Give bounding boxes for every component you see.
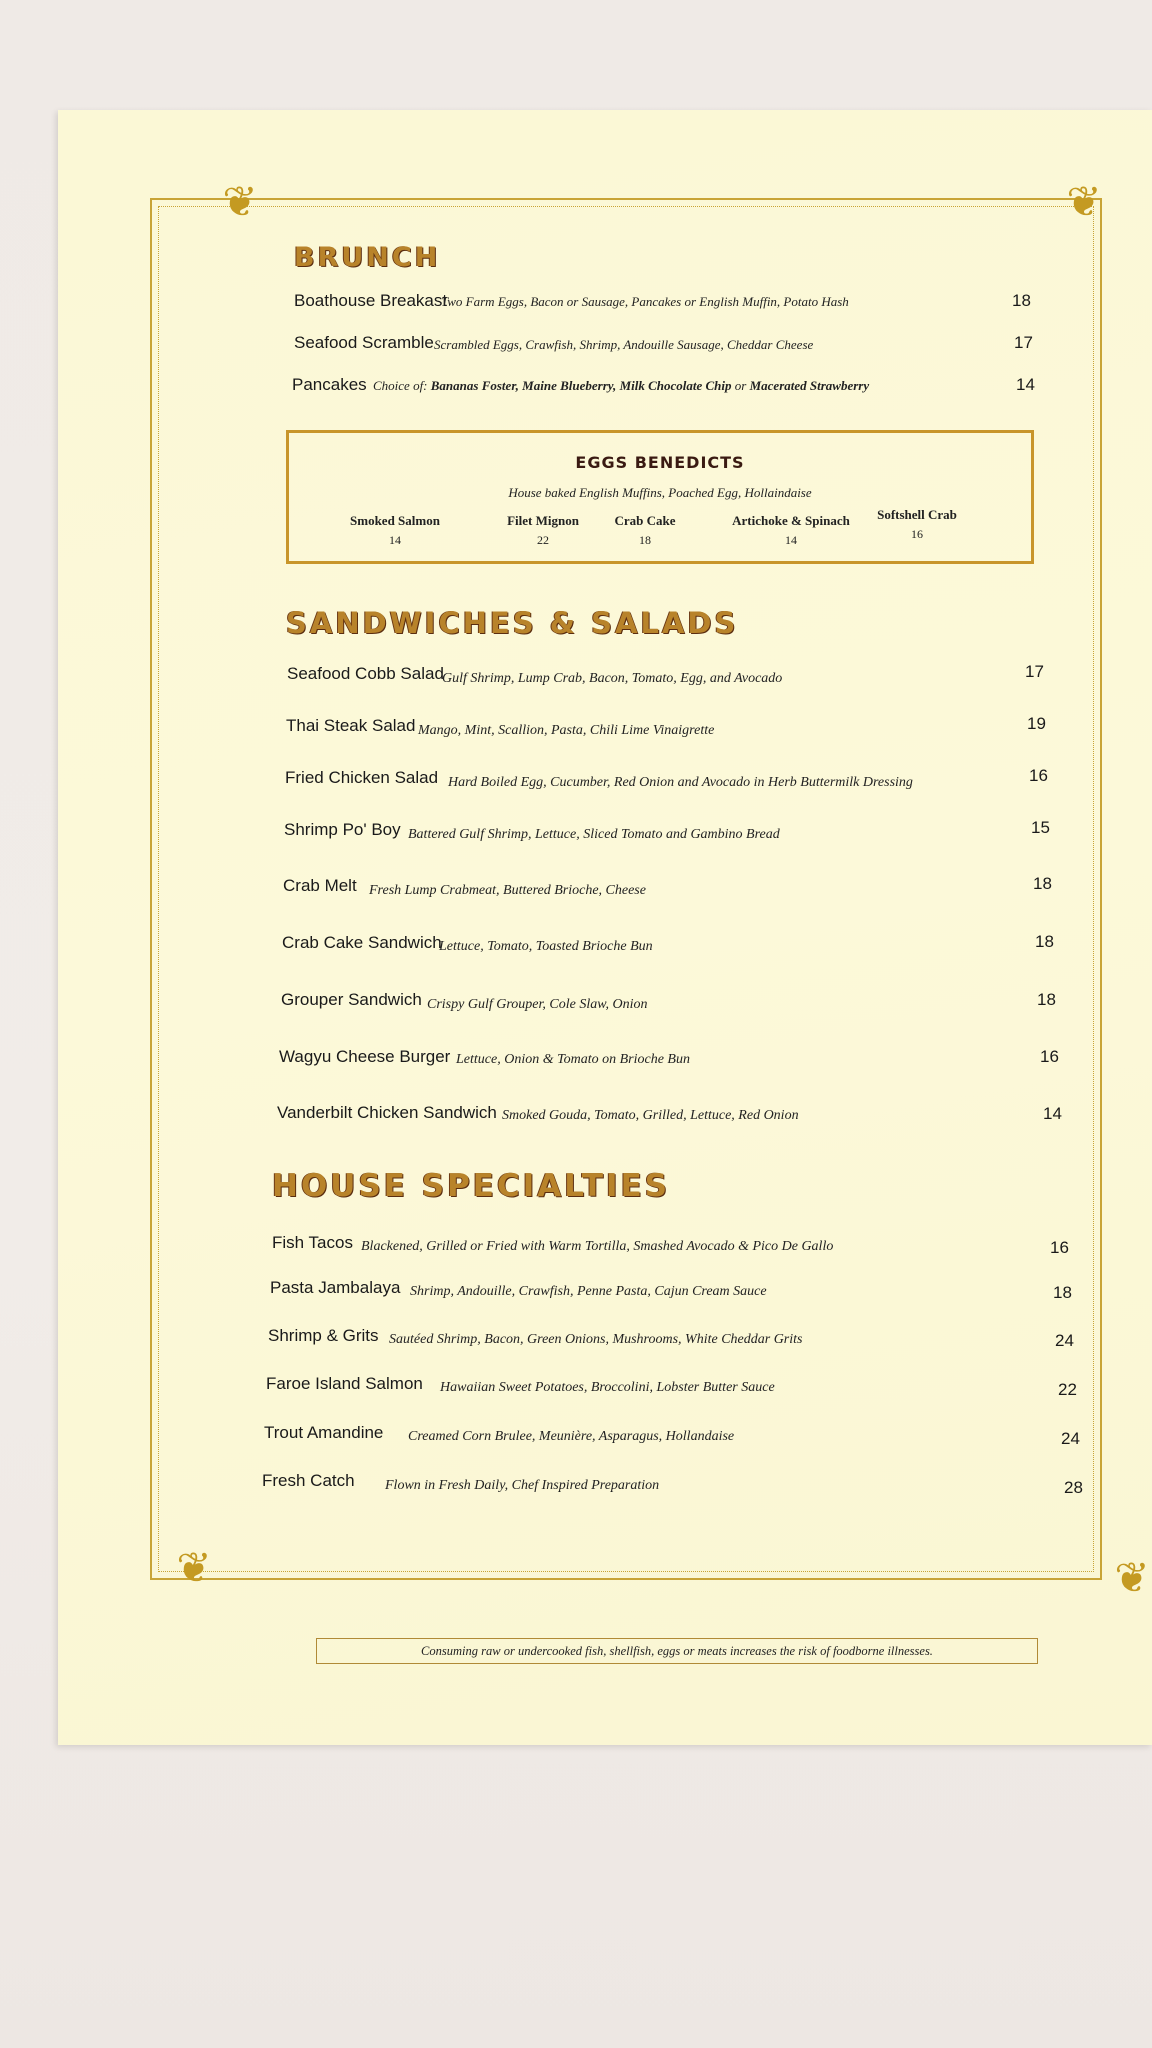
menu-item-price: 24 — [1055, 1331, 1074, 1350]
benedict-option-price: 14 — [389, 533, 401, 547]
menu-item-name: Fish Tacos — [272, 1233, 353, 1252]
menu-item-name: Fresh Catch — [262, 1471, 355, 1490]
menu-item-name: Vanderbilt Chicken Sandwich — [277, 1103, 497, 1122]
menu-item-name: Crab Melt — [283, 876, 357, 895]
benedict-option-price: 18 — [639, 533, 651, 547]
benedict-option-name: Crab Cake — [614, 513, 676, 528]
menu-item-price: 18 — [1037, 990, 1056, 1009]
menu-item-price: 18 — [1053, 1283, 1072, 1302]
pancake-option: Milk Chocolate Chip — [619, 378, 732, 393]
menu-item-name: Boathouse Breakast — [294, 291, 448, 310]
house-specialties-heading: HOUSE SPECIALTIES — [272, 1168, 671, 1204]
benedict-option-price: 16 — [911, 527, 923, 541]
menu-item-name: Thai Steak Salad — [286, 716, 416, 735]
menu-item-description: Lettuce, Onion & Tomato on Brioche Bun — [456, 1052, 690, 1067]
eggs-benedicts-heading: EGGS BENEDICTS — [575, 453, 745, 472]
menu-item-description: Mango, Mint, Scallion, Pasta, Chili Lime Vinaigrette — [418, 723, 715, 738]
ornament-top-left-icon: ❦ — [222, 177, 258, 226]
menu-item-price: 16 — [1040, 1047, 1059, 1066]
menu-item-price: 19 — [1027, 714, 1046, 733]
menu-item-name: Trout Amandine — [264, 1423, 384, 1442]
brunch-heading: BRUNCH — [294, 242, 441, 273]
benedict-option — [847, 507, 987, 542]
menu-item-name: Grouper Sandwich — [281, 990, 422, 1009]
pancake-option: Bananas Foster, — [430, 378, 519, 393]
menu-item-name: Pasta Jambalaya — [270, 1278, 401, 1297]
menu-item-description — [373, 378, 869, 394]
pancake-choice-prefix: Choice of: — [373, 378, 428, 393]
menu-item-description: Smoked Gouda, Tomato, Grilled, Lettuce, Red Onion — [502, 1108, 799, 1123]
benedict-option-name: Filet Mignon — [507, 513, 579, 528]
menu-item-description: Lettuce, Tomato, Toasted Brioche Bun — [439, 939, 653, 954]
menu-item-name: Faroe Island Salmon — [266, 1374, 423, 1393]
pancake-option: Macerated Strawberry — [749, 378, 870, 393]
ornament-bottom-left-icon: ❦ — [176, 1543, 212, 1592]
menu-item-description: Two Farm Eggs, Bacon or Sausage, Pancakes or English Muffin, Potato Hash — [441, 294, 849, 309]
sandwiches-salads-heading: SANDWICHES & SALADS — [286, 606, 739, 640]
benedict-option-name: Artichoke & Spinach — [732, 513, 850, 528]
benedict-option — [575, 513, 715, 548]
menu-item-name: Pancakes — [292, 375, 367, 394]
menu-item-price: 28 — [1064, 1478, 1083, 1497]
benedict-option — [325, 513, 465, 548]
menu-item-name: Shrimp & Grits — [268, 1326, 379, 1345]
menu-item-price: 18 — [1012, 291, 1031, 310]
menu-item-description: Hard Boiled Egg, Cucumber, Red Onion and Avocado in Herb Buttermilk Dressing — [448, 775, 913, 790]
ornament-bottom-right-icon: ❦ — [1114, 1553, 1150, 1602]
menu-item-price: 15 — [1031, 818, 1050, 837]
menu-item-description: Sautéed Shrimp, Bacon, Green Onions, Mushrooms, White Cheddar Grits — [389, 1332, 803, 1347]
menu-item-description: Battered Gulf Shrimp, Lettuce, Sliced Tomato and Gambino Bread — [408, 827, 780, 842]
menu-item-description: Scrambled Eggs, Crawfish, Shrimp, Andouille Sausage, Cheddar Cheese — [434, 337, 814, 352]
menu-item-price: 18 — [1033, 874, 1052, 893]
menu-item-description: Fresh Lump Crabmeat, Buttered Brioche, Cheese — [369, 883, 646, 898]
benedict-option-price: 22 — [537, 533, 549, 547]
menu-item-price: 24 — [1061, 1429, 1080, 1448]
menu-item-name: Wagyu Cheese Burger — [279, 1047, 451, 1066]
menu-item-description: Crispy Gulf Grouper, Cole Slaw, Onion — [427, 997, 648, 1012]
menu-item-description: Hawaiian Sweet Potatoes, Broccolini, Lobster Butter Sauce — [440, 1380, 775, 1395]
menu-item-description: Shrimp, Andouille, Crawfish, Penne Pasta, Cajun Cream Sauce — [410, 1284, 767, 1299]
menu-item-price: 14 — [1043, 1104, 1062, 1123]
pancake-or: or — [734, 378, 747, 393]
benedict-option-name: Smoked Salmon — [350, 513, 440, 528]
menu-item-name: Seafood Scramble — [294, 333, 434, 352]
menu-item-price: 18 — [1035, 932, 1054, 951]
menu-item-price: 16 — [1029, 766, 1048, 785]
pancake-option: Maine Blueberry, — [522, 378, 617, 393]
menu-item-description: Blackened, Grilled or Fried with Warm Tortilla, Smashed Avocado & Pico De Gallo — [361, 1239, 834, 1254]
benedict-option-price: 14 — [785, 533, 797, 547]
eggs-benedicts-box — [286, 430, 1034, 564]
menu-item-price: 17 — [1025, 662, 1044, 681]
menu-item-name: Fried Chicken Salad — [285, 768, 439, 787]
menu-item-price: 17 — [1014, 333, 1033, 352]
benedict-option-name: Softshell Crab — [877, 507, 957, 522]
food-safety-notice: Consuming raw or undercooked fish, shellfish, eggs or meats increases the risk of foodborne illnesses. — [316, 1638, 1038, 1664]
menu-item-price: 22 — [1058, 1380, 1077, 1399]
eggs-benedicts-subtitle: House baked English Muffins, Poached Egg, Hollaindaise — [508, 485, 812, 500]
ornament-top-right-icon: ❦ — [1066, 177, 1102, 226]
menu-item-name: Shrimp Po' Boy — [284, 820, 401, 839]
menu-item-price: 16 — [1050, 1238, 1069, 1257]
menu-item-description: Creamed Corn Brulee, Meunière, Asparagus, Hollandaise — [408, 1429, 735, 1444]
menu-item-name: Seafood Cobb Salad — [287, 664, 444, 683]
menu-item-description: Gulf Shrimp, Lump Crab, Bacon, Tomato, Egg, and Avocado — [442, 671, 783, 686]
menu-item-name: Crab Cake Sandwich — [282, 933, 442, 952]
menu-item-price: 14 — [1016, 375, 1035, 394]
menu-item-description: Flown in Fresh Daily, Chef Inspired Preparation — [385, 1478, 660, 1493]
